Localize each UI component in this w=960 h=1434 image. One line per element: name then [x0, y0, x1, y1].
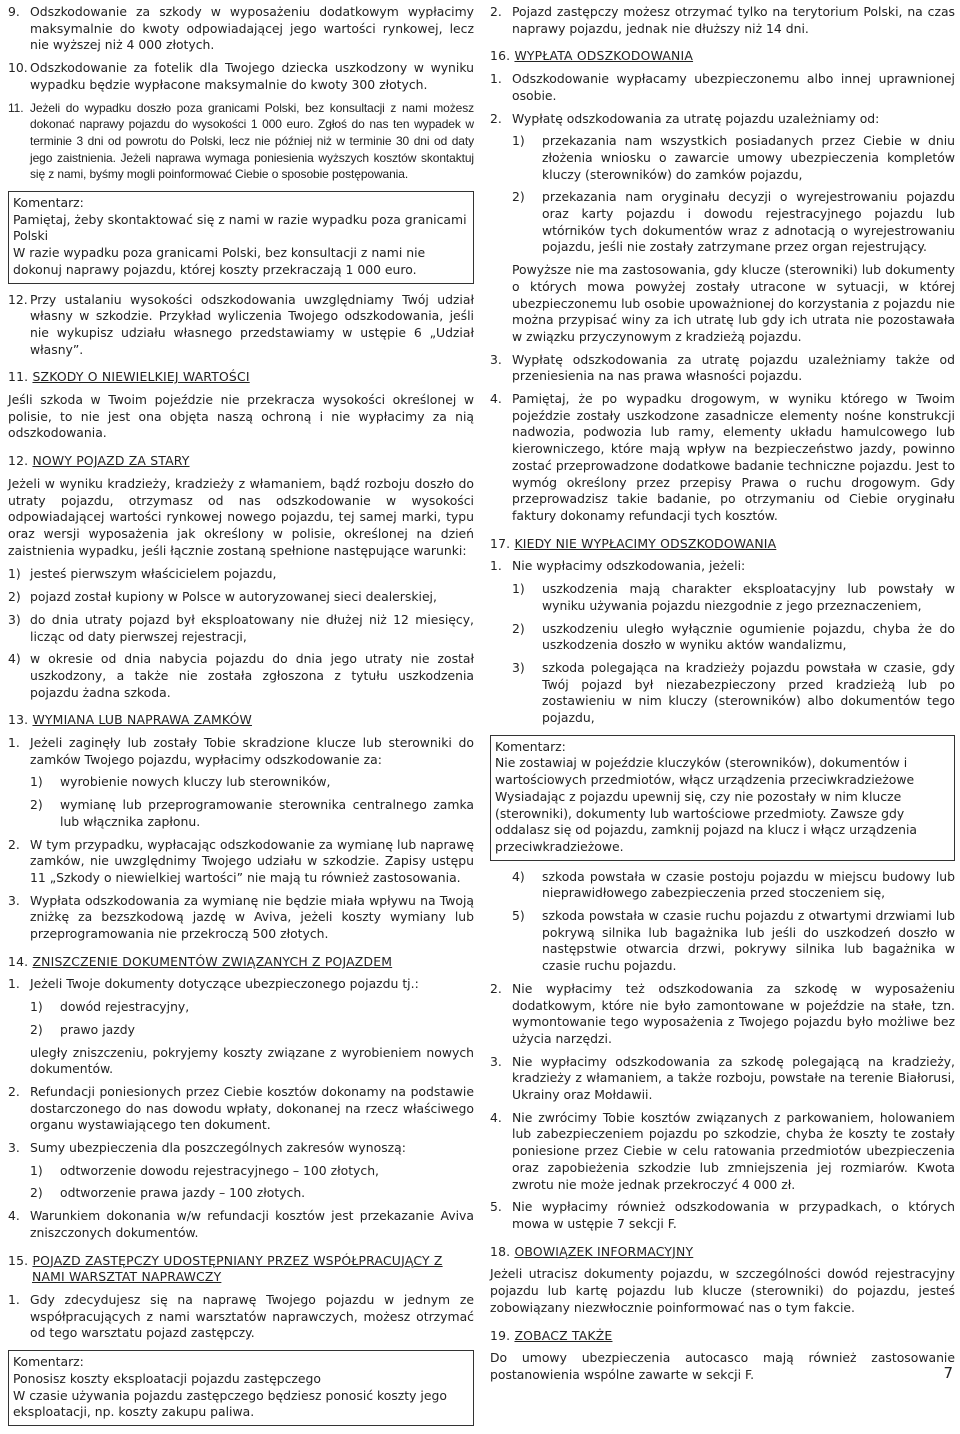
item-text: szkoda powstała w czasie postoju pojazdu w miejscu budowy lub nieprawidłowego zabezpieczenia przed stoczeniem się, [542, 868, 955, 901]
section-title: KIEDY NIE WYPŁACIMY ODSZKODOWANIA [514, 535, 777, 551]
clause-number: 4. [8, 1208, 20, 1224]
clause-text: Wypłatę odszkodowania za utratę pojazdu uzależniamy także od przeniesienia na nas prawa własności pojazdu. [512, 351, 955, 384]
item-text: szkoda polegająca na kradzieży pojazdu powstała w czasie, gdy Twój pojazd był niezabezpieczony przed kradzieżą lub po zostawieniu w nim kluczy (sterowników) albo dokumentów tego pojazdu, [542, 659, 955, 726]
clause [490, 558, 955, 575]
clause-number: 3. [8, 892, 20, 908]
clause-number: 3. [8, 1140, 20, 1156]
clause-text: Pamiętaj, że po wypadku drogowym, w wyniku którego w Twoim pojeździe zostały uszkodzone zasadnicze elementy nośne konstrukcji nadwozia, podwozia lub ramy, elementy układu hamulcowego lub kierowniczego, które mają wpływ na bezpieczeństwo jazdy, powinno zostać przeprowadzone dodatkowe badanie techniczne pojazdu. Jest to wymóg określony przez przepisy Prawa o ruchu drogowym. Gdy przeprowadzisz takie badanie, po otrzymaniu od Ciebie oryginału faktury dokonamy refundacji tych kosztów. [512, 391, 955, 523]
item-number: 2) [30, 797, 43, 813]
item-number: 3) [8, 611, 21, 627]
comment-box-replacement-car [8, 1350, 474, 1426]
clause-text: Nie zwrócimy Tobie kosztów związanych z parkowaniem, holowaniem lub zabezpieczeniem pojazdu po szkodzie, chyba że koszty te zostały poniesione przez Ciebie w celu ratowania przedmiotów ubezpieczenia oraz zapobieżenia szkodzie lub zmniejszenia jej rozmiarów. Kwota zwrotu nie może jednak przekroczyć 4 000 zł. [512, 1109, 955, 1192]
item-text: odtworzenie dowodu rejestracyjnego – 100 złotych, [60, 1162, 379, 1178]
clause [8, 893, 474, 943]
section-title: WYMIANA LUB NAPRAWA ZAMKÓW [32, 712, 252, 728]
item-text: pojazd został kupiony w Polsce w autoryzowanej sieci dealerskiej, [30, 589, 437, 605]
section-17-heading [490, 536, 955, 553]
clause-number: 1. [8, 1292, 20, 1307]
clause-text: Nie wypłacimy również odszkodowania w przypadkach, o których mowa w ustępie 7 sekcji F. [512, 1199, 955, 1231]
section-number: 17. [490, 535, 511, 551]
clause-text: Sumy ubezpieczenia dla poszczególnych zakresów wynoszą: [30, 1140, 406, 1156]
clause-text: Gdy zdecydujesz się na naprawę Twojego pojazdu w jednym ze współpracujących z nami warsztatów naprawczych, możesz otrzymać od tego warsztatu pojazd zastępczy. [30, 1292, 474, 1341]
list-item [8, 612, 474, 645]
section-number: 19. [490, 1327, 511, 1343]
clause [8, 1292, 474, 1342]
clause [8, 976, 474, 993]
clause-text: Jeżeli zaginęły lub zostały Tobie skradzione klucze lub sterowniki do zamków Twojego pojazdu, wypłacimy odszkodowanie za: [30, 735, 474, 767]
item-text: wyrobienie nowych kluczy lub sterowników, [60, 774, 331, 790]
clause-number: 9. [8, 4, 20, 19]
clause-text: Odszkodowanie za szkody w wyposażeniu dodatkowym wypłacimy maksymalnie do kwoty odpowiadającej jego wartości rynkowej, lecz nie wyższej niż 4 000 złotych. [30, 4, 474, 53]
item-number: 5) [512, 908, 525, 924]
clause-number: 2. [8, 1083, 20, 1099]
comment-text: W razie wypadku poza granicami Polski, bez konsultacji z nami nie dokonuj naprawy pojazdu, której koszty przekraczają 1 000 euro. [13, 245, 426, 277]
item-number: 2) [512, 620, 525, 636]
list-item [8, 566, 474, 583]
item-text: jesteś pierwszym właścicielem pojazdu, [30, 566, 277, 582]
section-12-text: Jeżeli w wyniku kradzieży, kradzieży z włamaniem, bądź rozboju doszło do utraty pojazdu, otrzymasz od nas odszkodowanie w wysokości odpowiadającej wartości rynkowej nowego pojazdu, tej samej marki, typu oraz wersji wyposażenia jak określony w polisie, określonej na dzień zaistnienia wypadku, jeśli łącznie zostaną spełnione następujące warunki: [8, 475, 474, 558]
section-number: 14. [8, 953, 29, 969]
item-text: wymianę lub przeprogramowanie sterownika centralnego zamka lub włącznika zapłonu. [60, 797, 474, 829]
clause-number: 1. [490, 71, 502, 87]
clause [490, 391, 955, 525]
section-title: NOWY POJAZD ZA STARY [32, 453, 190, 469]
comment-title: Pamiętaj, żeby skontaktować się z nami w razie wypadku poza granicami Polski [13, 211, 467, 244]
section-number: 15. [8, 1252, 29, 1268]
section-18-text: Jeżeli utracisz dokumenty pojazdu, w szczególności dowód rejestracyjny pojazdu lub kartę pojazdu lub klucze (sterowniki) do pojazdu, jesteś zobowiązany niezwłocznie poinformować nas o tym fakcie. [490, 1266, 955, 1315]
clause-number: 2. [490, 4, 502, 19]
item-number: 1) [30, 774, 43, 790]
section-number: 11. [8, 369, 29, 385]
clause-number: 4. [490, 391, 502, 407]
list-item [490, 869, 955, 902]
clause-number: 3. [490, 351, 502, 367]
clause-number: 5. [490, 1199, 502, 1215]
item-text: szkoda powstała w czasie ruchu pojazdu z otwartymi drzwiami lub pokrywą silnika lub bagażnika lub jeśli do uszkodzeń doszło w następstwie otwarcia drzwi, pokrywy silnika lub bagażnika w czasie ruchu pojazdu. [542, 908, 955, 974]
clause-text: Odszkodowanie za fotelik dla Twojego dziecka uszkodzony w wyniku wypadku będzie wypłacone maksymalnie do kwoty 300 złotych. [30, 60, 474, 92]
section-title: POJAZD ZASTĘPCZY UDOSTĘPNIANY PRZEZ WSPÓŁPRACUJĄCY Z NAMI WARSZTAT NAPRAWCZY [32, 1252, 443, 1285]
clause-number: 3. [490, 1053, 502, 1069]
comment-title: Nie zostawiaj w pojeździe kluczyków (sterowników), dokumentów i wartościowych przedmiotów, włącz urządzenia przeciwkradzieżowe [495, 755, 915, 788]
section-title: OBOWIĄZEK INFORMACYJNY [514, 1243, 694, 1259]
clause-number: 1. [8, 735, 20, 751]
list-item [8, 1185, 474, 1202]
item-number: 1) [30, 999, 43, 1015]
clause-text: Refundacji poniesionych przez Ciebie kosztów dokonamy na podstawie dostarczonego do nas dowodu wpłaty, dokonanej na rzecz właściwego organu wystawiającego ten dokument. [30, 1083, 474, 1133]
clause [490, 111, 955, 128]
section-19-heading [490, 1328, 955, 1345]
item-number: 2) [8, 589, 21, 605]
comment-label: Komentarz: [495, 738, 566, 754]
item-text: odtworzenie prawa jazdy – 100 złotych. [60, 1185, 306, 1201]
list-item [8, 774, 474, 791]
section-title: WYPŁATA ODSZKODOWANIA [514, 48, 694, 64]
clause [8, 837, 474, 887]
item-text: prawo jazdy [60, 1021, 135, 1037]
section-12-heading [8, 453, 474, 470]
clause-text: W tym przypadku, wypłacając odszkodowanie za wymianę lub naprawę zamków, nie uwzględnimy Twojego udziału w szkodzie. Zapisy ustępu 11 „Szkody o niewielkiej wartości” nie mają tu również zastosowania. [30, 836, 474, 885]
section-13-heading [8, 712, 474, 729]
item-number: 1) [8, 566, 21, 582]
clause-text: Nie wypłacimy też odszkodowania za szkodę w wyposażeniu dodatkowym, które nie było zamontowane w pojeździe na stałe, tzn. wymontowanie tego wyposażenia z Twojego pojazdu było możliwe bez użycia narzędzi. [512, 980, 955, 1046]
item-text: przekazania nam oryginału decyzji o wyrejestrowaniu pojazdu oraz karty pojazdu i dowodu rejestracyjnego pojazdu lub wtórników tych dokumentów wraz z adnotacją o wyrejestrowaniu pojazdu, jeśli nie zostały zatrzymane przez organ rejestrujący. [542, 189, 955, 255]
clause-10 [8, 60, 474, 93]
clause-number: 4. [490, 1109, 502, 1125]
section-14-heading [8, 954, 474, 971]
clause-text: Nie wypłacimy odszkodowania, jeżeli: [512, 558, 746, 574]
item-number: 3) [512, 659, 525, 675]
clause-text: Przy ustalaniu wysokości odszkodowania uwzględniamy Twój udział własny w szkodzie. Przykład wyliczenia Twojego odszkodowania, jeśli nie wykupisz udziału własnego przedstawiamy w ustępie 6 „Udział własny”. [30, 291, 474, 357]
clause [490, 1110, 955, 1194]
left-column [8, 4, 474, 1434]
clause [490, 352, 955, 385]
list-item [490, 133, 955, 183]
clause-text: Wypłatę odszkodowania za utratę pojazdu uzależniamy od: [512, 110, 880, 126]
clause [490, 1199, 955, 1232]
item-number: 1) [512, 133, 525, 149]
comment-box-abroad [8, 191, 474, 284]
list-item [490, 189, 955, 256]
clause [490, 981, 955, 1048]
item-text: do dnia utraty pojazd był eksploatowany nie dłużej niż 12 miesięcy, licząc od daty pierwszej rejestracji, [30, 611, 474, 644]
item-text: przekazania nam wszystkich posiadanych przez Ciebie w dniu złożenia wniosku o zawarcie umowy ubezpieczenia kompletów kluczy (sterowników) do zamków pojazdu, [542, 133, 955, 182]
clause-text: Warunkiem dokonania w/w refundacji kosztów jest przekazanie Aviva zniszczonych dokumentów. [30, 1208, 474, 1240]
section-number: 18. [490, 1243, 511, 1259]
section-number: 13. [8, 712, 29, 728]
clause-continuation: uległy zniszczeniu, pokryjemy koszty związane z wyrobieniem nowych dokumentów. [30, 1044, 474, 1077]
item-text: uszkodzeniu uległo wyłącznie ogumienie pojazdu, chyba że do uszkodzenia doszło w wyniku aktów wandalizmu, [542, 620, 955, 653]
clause [490, 4, 955, 37]
list-item [490, 660, 955, 727]
clause [490, 71, 955, 104]
item-number: 4) [512, 868, 525, 884]
clause-continuation: Powyższe nie ma zastosowania, gdy klucze (sterowniki) lub dokumenty o których mowa powyżej zostały utracone w sytuacji, w której ubezpieczonemu lub osobie upoważnionej do korzystania z pojazdu nie można przypisać winy za ich utratę lub gdy ich utrata nie pozostawała w związku przyczynowym z kradzieżą pojazdu. [512, 262, 955, 344]
clause-text: Odszkodowanie wypłacamy ubezpieczonemu albo innej uprawnionej osobie. [512, 71, 955, 103]
comment-label: Komentarz: [13, 195, 84, 211]
clause-number: 2. [490, 980, 502, 996]
comment-title: Ponosisz koszty eksploatacji pojazdu zastępczego [13, 1370, 321, 1386]
clause-9 [8, 4, 474, 54]
section-11-text: Jeśli szkoda w Twoim pojeździe nie przekracza wysokości określonej w polisie, to nie jest ona objęta naszą ochroną i nie wypłacimy za nią odszkodowania. [8, 392, 474, 441]
list-item [8, 797, 474, 830]
item-number: 4) [8, 651, 21, 667]
clause [8, 1084, 474, 1134]
clause-number: 1. [490, 558, 502, 574]
right-column [490, 4, 955, 1391]
clause [490, 1054, 955, 1104]
list-item [8, 589, 474, 606]
list-item [8, 999, 474, 1016]
section-16-heading [490, 48, 955, 65]
clause-number: 2. [8, 836, 20, 852]
comment-text: Wysiadając z pojazdu upewnij się, czy nie pozostały w nim klucze (sterowniki), dokumenty lub wartościowe przedmioty. Zawsze gdy oddalasz się od pojazdu, zamknij pojazd na klucz i włącz urządzenia przeciwkradzieżowe. [495, 788, 917, 854]
section-title: SZKODY O NIEWIELKIEJ WARTOŚCI [32, 369, 250, 385]
section-15-heading [8, 1253, 474, 1286]
clause-12 [8, 292, 474, 359]
clause-11 [8, 100, 474, 184]
list-item [490, 581, 955, 614]
comment-text: W czasie używania pojazdu zastępczego będziesz ponosić koszty jego eksploatacji, np. koszty zakupu paliwa. [13, 1387, 447, 1420]
list-item [8, 1163, 474, 1180]
list-item [490, 621, 955, 654]
item-number: 2) [30, 1021, 43, 1037]
section-title: ZNISZCZENIE DOKUMENTÓW ZWIĄZANYCH Z POJAZDEM [32, 953, 393, 969]
clause-text: Wypłata odszkodowania za wymianę nie będzie miała wpływu na Twoją zniżkę za bezszkodową jazdę w Aviva, jeżeli koszty wymiany lub przeprogramowania nie przekroczą 500 złotych. [30, 892, 474, 942]
clause-number: 12. [8, 291, 28, 307]
section-19-text: Do umowy ubezpieczenia autocasco mają również zastosowanie postanowienia wspólne zawarte w sekcji F. [490, 1350, 955, 1382]
item-number: 2) [512, 189, 525, 205]
list-item [490, 908, 955, 975]
section-title: ZOBACZ TAKŻE [514, 1327, 613, 1343]
clause-text: Nie wypłacimy odszkodowania za szkodę polegającą na kradzieży, kradzieży z włamaniem, a także rozboju, powstałe na terenie Białorusi, Ukrainy oraz Mołdawii. [512, 1053, 955, 1103]
item-text: w okresie od dnia nabycia pojazdu do dnia jego utraty nie został uszkodzony, a także nie została zgłoszona z tytułu uszkodzenia pojazdu żadna szkoda. [30, 651, 474, 700]
clause-number: 11. [8, 100, 24, 115]
list-item [8, 1022, 474, 1039]
item-number: 2) [30, 1185, 43, 1201]
clause [8, 1140, 474, 1157]
section-number: 16. [490, 48, 511, 64]
page-number: 7 [943, 1364, 953, 1382]
clause [8, 735, 474, 768]
clause-text: Jeżeli do wypadku doszło poza granicami Polski, bez konsultacji z nami możesz dokonać naprawy pojazdu do wysokości 1 000 euro. Zgłoś do nas ten wypadek w terminie 3 dni od powrotu do Polski, lecz nie później niż w terminie 30 dni od daty jego zaistnienia. Jeżeli naprawa wymaga poniesienia wyższych kosztów skontaktuj się z nami, byśmy mogli poinformować Ciebie o sposobie postępowania. [30, 100, 474, 182]
clause [8, 1208, 474, 1241]
clause-number: 1. [8, 976, 20, 992]
list-item [8, 651, 474, 701]
section-number: 12. [8, 453, 29, 469]
clause-number: 10. [8, 60, 28, 76]
item-number: 1) [512, 581, 525, 597]
item-text: uszkodzenia mają charakter eksploatacyjny lub powstały w wyniku używania pojazdu niezgodnie z jego przeznaczeniem, [542, 581, 955, 613]
comment-box-keys [490, 735, 955, 861]
clause-number: 2. [490, 110, 502, 126]
clause-text: Jeżeli Twoje dokumenty dotyczące ubezpieczonego pojazdu tj.: [30, 976, 419, 992]
item-number: 1) [30, 1162, 43, 1178]
item-text: dowód rejestracyjny, [60, 999, 190, 1015]
clause-text: Pojazd zastępczy możesz otrzymać tylko na terytorium Polski, na czas naprawy pojazdu, jednak nie dłuższy niż 14 dni. [512, 4, 955, 36]
section-18-heading [490, 1244, 955, 1261]
section-11-heading [8, 369, 474, 386]
comment-label: Komentarz: [13, 1354, 84, 1370]
